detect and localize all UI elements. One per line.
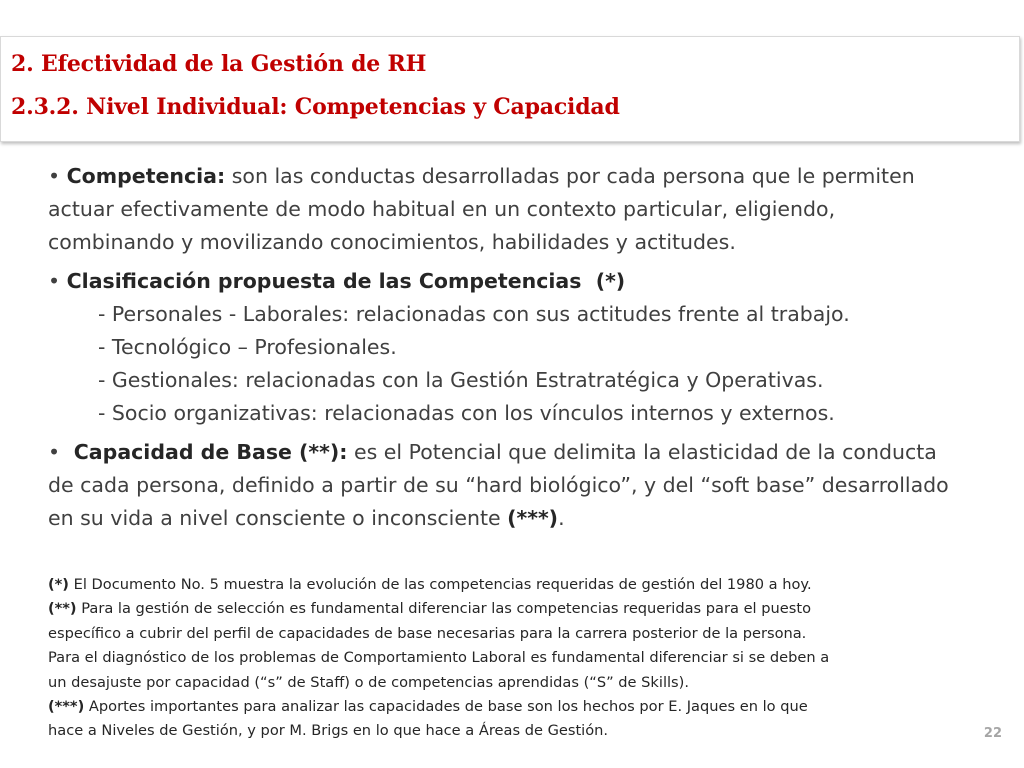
capacidad-end: . — [558, 506, 565, 530]
footnote-2-cont: Para el diagnóstico de los problemas de Comportamiento Laboral es fundamental diferenciar si se deben a — [48, 649, 830, 667]
footnote-mark: (***) — [48, 698, 85, 716]
bullet: • — [48, 164, 61, 188]
clasificacion-term: Clasificación propuesta de las Competencias (*) — [66, 269, 626, 293]
bullet: • — [48, 269, 61, 293]
slide-body — [48, 160, 968, 541]
clasificacion-block — [48, 265, 968, 430]
competencia-text: son las conductas desarrolladas por cada persona que le permiten actuar efectivamente de modo habitual en un contexto particular, eligiendo, combinando y movilizando conocimientos, habilidades y actitudes. — [48, 164, 915, 254]
footnote-text: El Documento No. 5 muestra la evolución de las competencias requeridas de gestión del 1980 a hoy. — [68, 576, 812, 593]
footnote-2-cont: un desajuste por capacidad (“s” de Staff) o de competencias aprendidas (“S” de Skills). — [48, 673, 689, 691]
clasificacion-item: - Gestionales: relacionadas con la Gestión Estratratégica y Operativas. — [98, 368, 824, 392]
footnote-mark: (*) — [48, 576, 69, 593]
footnote-1 — [48, 573, 978, 597]
competencia-paragraph — [48, 160, 968, 259]
clasificacion-item: - Tecnológico – Profesionales. — [98, 335, 397, 359]
capacidad-text: es el Potencial que delimita la elasticidad de la conducta de cada persona, definido a partir de su “hard biológico”, y del “soft base” desarrollado en su vida a nivel consciente o inconsciente — [48, 440, 949, 530]
slide-subtitle: 2.3.2. Nivel Individual: Competencias y Capacidad — [11, 94, 620, 120]
capacidad-ref: (***) — [507, 506, 559, 530]
footnote-3-cont: hace a Niveles de Gestión, y por M. Brigs en lo que hace a Áreas de Gestión. — [48, 722, 609, 740]
footnote-3 — [48, 695, 978, 719]
slide-title: 2. Efectividad de la Gestión de RH — [11, 51, 427, 77]
page-number: 22 — [983, 726, 1002, 741]
slide-title-box — [0, 36, 1020, 142]
footnote-2-cont: específico a cubrir del perfil de capacidades de base necesarias para la carrera posterior de la persona. — [48, 624, 807, 642]
clasificacion-item: - Socio organizativas: relacionadas con los vínculos internos y externos. — [98, 401, 835, 425]
capacidad-paragraph — [48, 436, 968, 535]
clasificacion-item: - Personales - Laborales: relacionadas con sus actitudes frente al trabajo. — [98, 302, 850, 326]
footnote-2 — [48, 597, 978, 621]
bullet: • — [48, 440, 61, 464]
footnote-mark: (**) — [48, 600, 77, 618]
footnote-text: Para la gestión de selección es fundamental diferenciar las competencias requeridas para el puesto — [76, 600, 811, 618]
footnote-text: Aportes importantes para analizar las capacidades de base son los hechos por E. Jaques en lo que — [84, 698, 808, 716]
footnotes — [48, 573, 978, 744]
competencia-term: Competencia: — [66, 164, 226, 188]
capacidad-term: Capacidad de Base (**): — [66, 440, 348, 464]
